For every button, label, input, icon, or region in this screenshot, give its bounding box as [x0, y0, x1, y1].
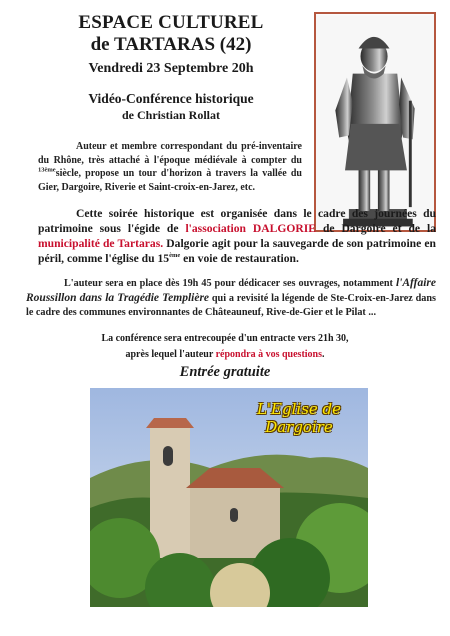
questions-highlight: répondra à vos questions [215, 349, 322, 360]
church-photo [90, 388, 368, 607]
evening-text: Cette soirée historique est organisée dans le cadre des journées du patrimoine sous l'égide de [38, 207, 436, 235]
signing-text-2: qui a revisité la légende de Ste-Croix-en-Jarez dans le cadre des communes environnantes de Châteauneuf, Rive-de-Gier et le Pilat ... [26, 293, 436, 318]
signing-text: L'auteur sera en place dès 19h 45 pour dédicacer ses ouvrages, notamment [64, 278, 396, 289]
intermission-line: La conférence sera entrecoupée d'un entracte vers 21h 30, [101, 333, 349, 344]
photo-caption: L'Eglise de Dargoire [256, 400, 342, 436]
municipality-name: municipalité de Tartaras. [38, 237, 164, 250]
speaker-name: de Christian Rollat [121, 108, 220, 122]
free-entry: Entrée gratuite [179, 364, 271, 380]
century-superscript-2: ème [169, 252, 181, 260]
book-title: l'Affaire Roussillon dans la Tragédie Templière [26, 277, 436, 304]
author-intro [38, 140, 302, 194]
questions-period: . [322, 349, 325, 360]
knight-statue-image [314, 12, 436, 232]
event-subtitle: Vidéo-Conférence historique [88, 91, 254, 106]
flyer-header [40, 12, 302, 123]
event-date: Vendredi 23 Septembre 20h [88, 61, 254, 76]
signing-description [26, 276, 436, 320]
association-name: l'association DALGORIE [185, 222, 317, 235]
intro-text-continued: siècle, propose un tour d'horizon à travers la vallée du Gier, Dargoire, Riverie et Saint-croix-en-Jarez, etc. [38, 168, 302, 193]
evening-text-4: en voie de restauration. [180, 252, 299, 265]
venue-title: ESPACE CULTUREL [78, 12, 264, 33]
knight-statue-illustration [316, 14, 434, 230]
questions-line [0, 348, 450, 362]
evening-text-3: Dalgorie agit pour la sauvegarde de son patrimoine en péril, comme l'église du 15 [38, 237, 437, 265]
evening-description [38, 206, 436, 266]
questions-text: après lequel l'auteur [125, 349, 216, 360]
intro-text: Auteur et membre correspondant du pré-inventaire du Rhône, très attaché à l'époque médiévale à compter du [38, 141, 302, 166]
venue-location: de TARTARAS (42) [90, 34, 252, 55]
century-superscript: 13ème [38, 166, 56, 174]
evening-text-2: de Dargoire et de la [316, 222, 436, 235]
